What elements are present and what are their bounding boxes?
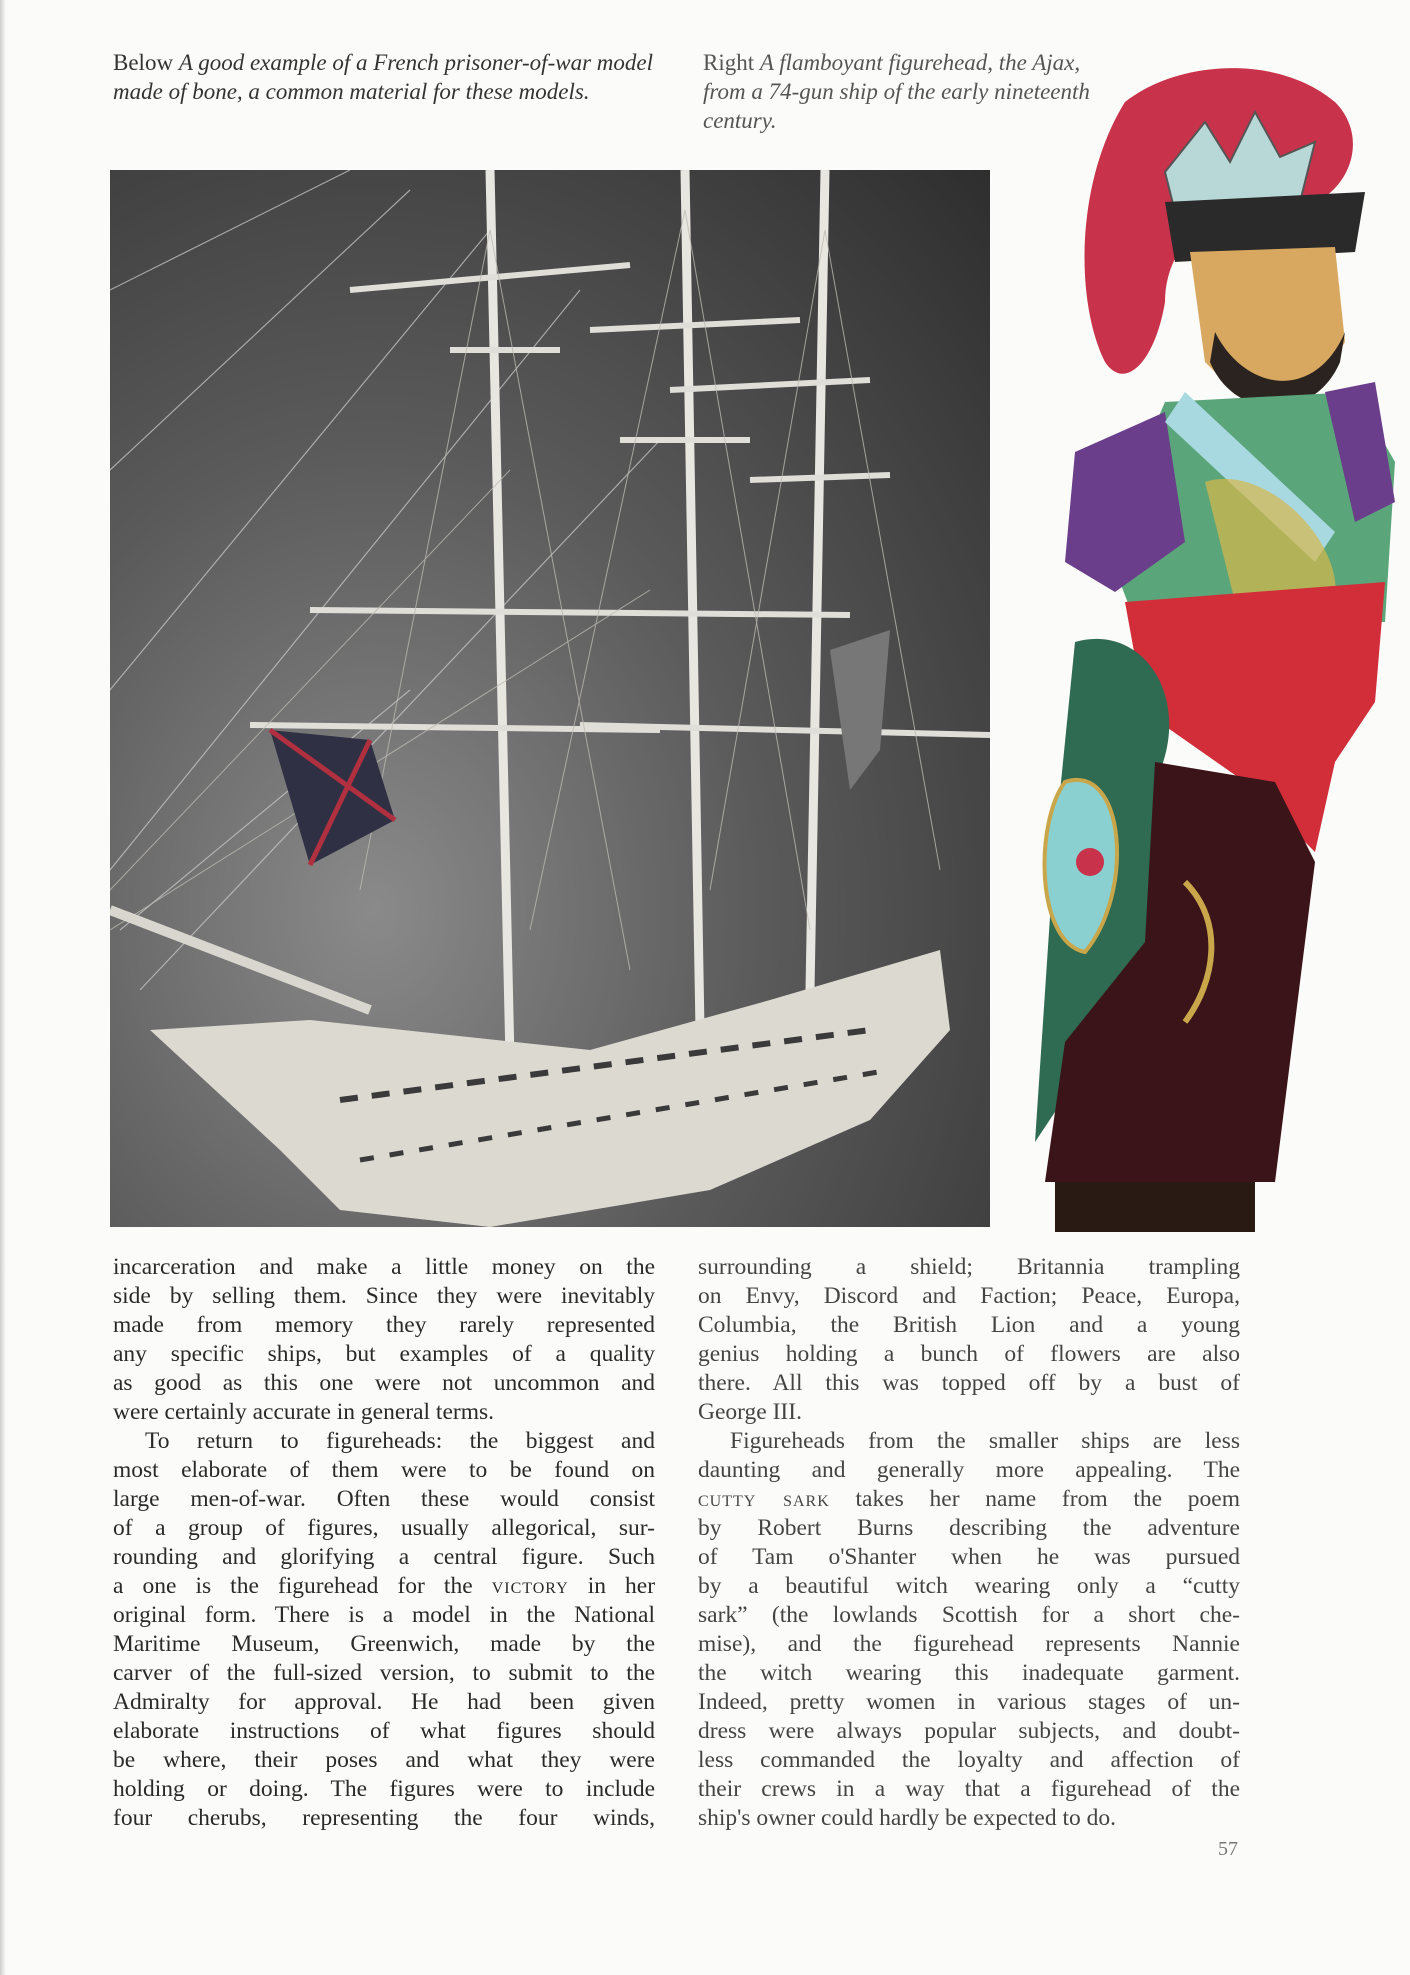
text-line: Figureheads from the smaller ships are less bbox=[730, 1428, 1240, 1454]
text-line bbox=[113, 1572, 655, 1601]
text-line: less commanded the loyalty and affection of bbox=[698, 1747, 1240, 1773]
text-fragment: takes her name from the poem bbox=[855, 1486, 1241, 1512]
text-line: rounding and glorifying a central figure. Such bbox=[113, 1544, 655, 1570]
text-line: were certainly accurate in general terms. bbox=[113, 1399, 495, 1425]
text-line: as good as this one were not uncommon and bbox=[113, 1370, 655, 1396]
text-line: Maritime Museum, Greenwich, made by the bbox=[113, 1631, 655, 1657]
page-number: 57 bbox=[1218, 1838, 1238, 1860]
text-line: George III. bbox=[698, 1399, 802, 1425]
text-line: large men-of-war. Often these would consist bbox=[113, 1486, 655, 1512]
text-line: carver of the full-sized version, to submit to the bbox=[113, 1660, 655, 1686]
ship-name-cutty-sark: cutty sark bbox=[698, 1486, 830, 1512]
text-line: their crews in a way that a figurehead of the bbox=[698, 1776, 1240, 1802]
text-line: side by selling them. Since they were inevitably bbox=[113, 1283, 655, 1309]
text-line: of Tam o'Shanter when he was pursued bbox=[698, 1544, 1240, 1570]
caption-direction: Below bbox=[113, 50, 174, 75]
caption-text: A flamboyant figurehead, the Ajax, from a 74-gun ship of the early nineteenth century. bbox=[703, 50, 1090, 133]
text-line: there. All this was topped off by a bust of bbox=[698, 1370, 1240, 1396]
text-line: holding or doing. The figures were to include bbox=[113, 1776, 655, 1802]
ajax-figurehead-photo bbox=[1015, 62, 1395, 1232]
text-line: genius holding a bunch of flowers are also bbox=[698, 1341, 1240, 1367]
text-line: ship's owner could hardly be expected to do. bbox=[698, 1805, 1116, 1831]
text-line: mise), and the figurehead represents Nannie bbox=[698, 1631, 1240, 1657]
text-line: made from memory they rarely represented bbox=[113, 1312, 655, 1338]
ship-name-victory: victory bbox=[491, 1573, 569, 1599]
text-line: by a beautiful witch wearing only a “cutty bbox=[698, 1573, 1240, 1599]
body-column-right bbox=[698, 1253, 1240, 1833]
page-gutter-shadow bbox=[0, 0, 6, 1975]
caption-text: A good example of a French prisoner-of-war model made of bone, a common material for these models. bbox=[113, 50, 653, 104]
text-line: four cherubs, representing the four winds, bbox=[113, 1805, 655, 1831]
text-line: Indeed, pretty women in various stages of un- bbox=[698, 1689, 1240, 1715]
text-line: surrounding a shield; Britannia trampling bbox=[698, 1254, 1240, 1280]
caption-direction: Right bbox=[703, 50, 755, 75]
text-line: of a group of figures, usually allegorical, sur- bbox=[113, 1515, 655, 1541]
text-line: To return to figureheads: the biggest and bbox=[145, 1428, 655, 1454]
text-line bbox=[698, 1485, 1240, 1514]
text-line: any specific ships, but examples of a quality bbox=[113, 1341, 655, 1367]
text-fragment: a one is the figurehead for the bbox=[113, 1573, 473, 1599]
ship-model-photo bbox=[110, 170, 990, 1227]
text-fragment: in her bbox=[587, 1573, 656, 1599]
text-line: the witch wearing this inadequate garment. bbox=[698, 1660, 1240, 1686]
caption-ship-model bbox=[113, 48, 653, 106]
text-line: daunting and generally more appealing. The bbox=[698, 1457, 1240, 1483]
text-line: dress were always popular subjects, and doubt- bbox=[698, 1718, 1240, 1744]
body-column-left bbox=[113, 1253, 655, 1833]
text-line: Columbia, the British Lion and a young bbox=[698, 1312, 1240, 1338]
text-line: incarceration and make a little money on the bbox=[113, 1254, 655, 1280]
text-line: on Envy, Discord and Faction; Peace, Europa, bbox=[698, 1283, 1240, 1309]
text-line: elaborate instructions of what figures should bbox=[113, 1718, 655, 1744]
text-line: Admiralty for approval. He had been given bbox=[113, 1689, 655, 1715]
text-line: by Robert Burns describing the adventure bbox=[698, 1515, 1240, 1541]
text-line: original form. There is a model in the National bbox=[113, 1602, 655, 1628]
text-line: most elaborate of them were to be found on bbox=[113, 1457, 655, 1483]
text-line: sark” (the lowlands Scottish for a short che- bbox=[698, 1602, 1240, 1628]
text-line: be where, their poses and what they were bbox=[113, 1747, 655, 1773]
